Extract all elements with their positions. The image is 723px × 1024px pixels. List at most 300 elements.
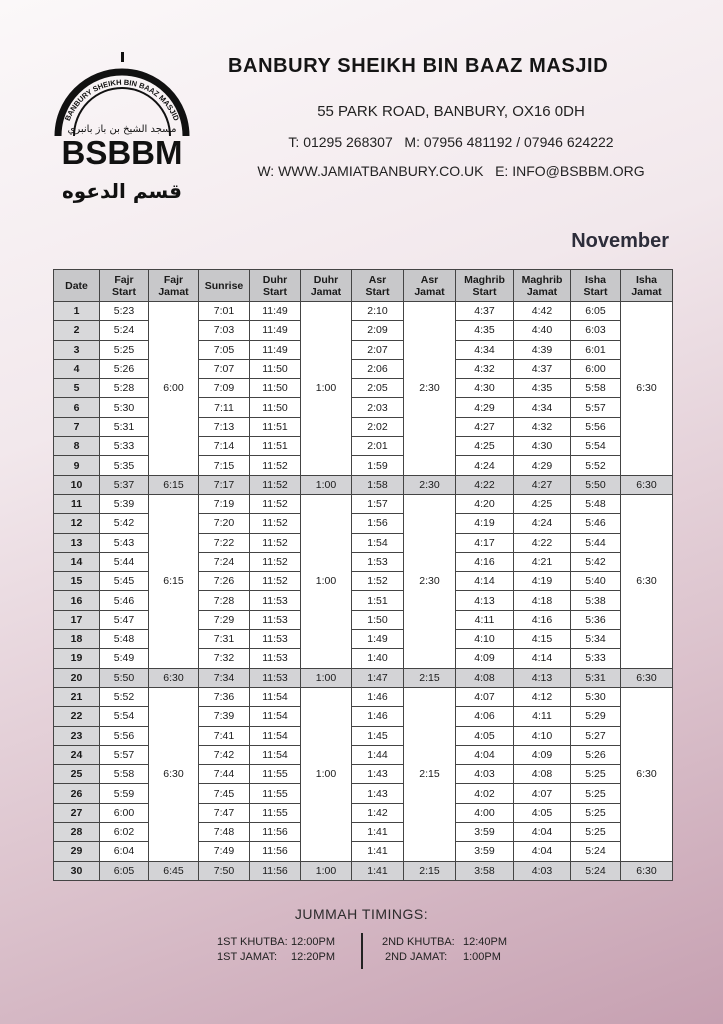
fajr-start-cell: 5:23 bbox=[100, 302, 149, 321]
maghrib-jamat-cell: 4:25 bbox=[514, 494, 571, 513]
duhr-start-cell: 11:49 bbox=[250, 340, 301, 359]
asr-start-cell: 1:56 bbox=[352, 514, 404, 533]
date-cell: 12 bbox=[54, 514, 100, 533]
fajr-jamat-cell: 6:30 bbox=[149, 687, 199, 861]
maghrib-start-cell: 4:32 bbox=[456, 359, 514, 378]
date-cell: 5 bbox=[54, 379, 100, 398]
duhr-start-cell: 11:49 bbox=[250, 321, 301, 340]
date-cell: 25 bbox=[54, 765, 100, 784]
org-name: BANBURY SHEIKH BIN BAAZ MASJID bbox=[228, 55, 609, 77]
asr-start-cell: 1:43 bbox=[352, 765, 404, 784]
duhr-start-cell: 11:50 bbox=[250, 398, 301, 417]
duhr-start-cell: 11:54 bbox=[250, 745, 301, 764]
duhr-start-cell: 11:54 bbox=[250, 687, 301, 706]
duhr-jamat-cell: 1:00 bbox=[301, 668, 352, 687]
maghrib-jamat-cell: 4:04 bbox=[514, 842, 571, 861]
maghrib-start-cell: 4:02 bbox=[456, 784, 514, 803]
fajr-start-cell: 5:46 bbox=[100, 591, 149, 610]
maghrib-jamat-cell: 4:29 bbox=[514, 456, 571, 475]
maghrib-start-cell: 3:59 bbox=[456, 842, 514, 861]
table-row bbox=[54, 630, 673, 649]
maghrib-start-cell: 3:58 bbox=[456, 861, 514, 880]
maghrib-jamat-cell: 4:10 bbox=[514, 726, 571, 745]
sunrise-cell: 7:31 bbox=[199, 630, 250, 649]
asr-start-cell: 2:10 bbox=[352, 302, 404, 321]
date-cell: 17 bbox=[54, 610, 100, 629]
duhr-start-cell: 11:49 bbox=[250, 302, 301, 321]
date-cell: 15 bbox=[54, 572, 100, 591]
table-row bbox=[54, 591, 673, 610]
fajr-start-cell: 5:52 bbox=[100, 687, 149, 706]
column-header bbox=[250, 270, 301, 302]
date-cell: 23 bbox=[54, 726, 100, 745]
maghrib-start-cell: 4:37 bbox=[456, 302, 514, 321]
isha-start-cell: 5:24 bbox=[571, 861, 621, 880]
maghrib-jamat-cell: 4:42 bbox=[514, 302, 571, 321]
fajr-start-cell: 5:42 bbox=[100, 514, 149, 533]
isha-start-cell: 5:27 bbox=[571, 726, 621, 745]
isha-start-cell: 6:03 bbox=[571, 321, 621, 340]
fajr-start-cell: 5:43 bbox=[100, 533, 149, 552]
maghrib-start-cell: 4:34 bbox=[456, 340, 514, 359]
maghrib-start-cell: 4:17 bbox=[456, 533, 514, 552]
maghrib-jamat-cell: 4:12 bbox=[514, 687, 571, 706]
isha-jamat-cell: 6:30 bbox=[621, 861, 673, 880]
column-header bbox=[301, 270, 352, 302]
table-row bbox=[54, 494, 673, 513]
sunrise-cell: 7:32 bbox=[199, 649, 250, 668]
table-row bbox=[54, 726, 673, 745]
sunrise-cell: 7:14 bbox=[199, 437, 250, 456]
maghrib-jamat-cell: 4:24 bbox=[514, 514, 571, 533]
duhr-start-cell: 11:53 bbox=[250, 591, 301, 610]
fajr-start-cell: 6:02 bbox=[100, 823, 149, 842]
column-header-line: Maghrib bbox=[521, 273, 563, 286]
asr-start-cell: 1:58 bbox=[352, 475, 404, 494]
asr-start-cell: 2:07 bbox=[352, 340, 404, 359]
table-body bbox=[54, 302, 673, 881]
fajr-start-cell: 5:58 bbox=[100, 765, 149, 784]
sunrise-cell: 7:07 bbox=[199, 359, 250, 378]
table-row bbox=[54, 398, 673, 417]
asr-start-cell: 1:41 bbox=[352, 842, 404, 861]
table-row bbox=[54, 668, 673, 687]
column-header bbox=[404, 270, 456, 302]
isha-start-cell: 5:25 bbox=[571, 765, 621, 784]
sunrise-cell: 7:15 bbox=[199, 456, 250, 475]
fajr-start-cell: 5:45 bbox=[100, 572, 149, 591]
date-cell: 19 bbox=[54, 649, 100, 668]
jamat1-time: 12:20PM bbox=[291, 951, 336, 963]
date-cell: 18 bbox=[54, 630, 100, 649]
isha-start-cell: 5:44 bbox=[571, 533, 621, 552]
asr-start-cell: 1:46 bbox=[352, 687, 404, 706]
duhr-start-cell: 11:53 bbox=[250, 630, 301, 649]
column-header-line: Isha bbox=[584, 273, 606, 286]
duhr-start-cell: 11:52 bbox=[250, 552, 301, 571]
date-cell: 28 bbox=[54, 823, 100, 842]
maghrib-start-cell: 4:22 bbox=[456, 475, 514, 494]
table-row bbox=[54, 514, 673, 533]
asr-start-cell: 2:05 bbox=[352, 379, 404, 398]
logo-arc-text: BANBURY SHEIKH BIN BAAZ MASJID bbox=[62, 77, 182, 123]
sunrise-cell: 7:42 bbox=[199, 745, 250, 764]
maghrib-start-cell: 4:29 bbox=[456, 398, 514, 417]
isha-start-cell: 6:05 bbox=[571, 302, 621, 321]
maghrib-jamat-cell: 4:14 bbox=[514, 649, 571, 668]
sunrise-cell: 7:13 bbox=[199, 417, 250, 436]
maghrib-start-cell: 4:13 bbox=[456, 591, 514, 610]
sunrise-cell: 7:20 bbox=[199, 514, 250, 533]
fajr-start-cell: 5:56 bbox=[100, 726, 149, 745]
asr-start-cell: 1:41 bbox=[352, 823, 404, 842]
duhr-start-cell: 11:54 bbox=[250, 726, 301, 745]
fajr-start-cell: 5:28 bbox=[100, 379, 149, 398]
sunrise-cell: 7:41 bbox=[199, 726, 250, 745]
asr-start-cell: 1:42 bbox=[352, 803, 404, 822]
maghrib-start-cell: 4:10 bbox=[456, 630, 514, 649]
date-cell: 22 bbox=[54, 707, 100, 726]
maghrib-start-cell: 4:35 bbox=[456, 321, 514, 340]
asr-start-cell: 1:40 bbox=[352, 649, 404, 668]
maghrib-start-cell: 4:03 bbox=[456, 765, 514, 784]
table-row bbox=[54, 745, 673, 764]
asr-start-cell: 2:02 bbox=[352, 417, 404, 436]
table-row bbox=[54, 437, 673, 456]
maghrib-jamat-cell: 4:03 bbox=[514, 861, 571, 880]
date-cell: 27 bbox=[54, 803, 100, 822]
table-row bbox=[54, 533, 673, 552]
duhr-start-cell: 11:56 bbox=[250, 842, 301, 861]
maghrib-jamat-cell: 4:15 bbox=[514, 630, 571, 649]
date-cell: 26 bbox=[54, 784, 100, 803]
date-cell: 30 bbox=[54, 861, 100, 880]
sunrise-cell: 7:45 bbox=[199, 784, 250, 803]
fajr-jamat-cell: 6:15 bbox=[149, 475, 199, 494]
month-title: November bbox=[571, 230, 669, 252]
isha-start-cell: 5:40 bbox=[571, 572, 621, 591]
maghrib-start-cell: 4:05 bbox=[456, 726, 514, 745]
isha-jamat-cell: 6:30 bbox=[621, 494, 673, 668]
maghrib-jamat-cell: 4:18 bbox=[514, 591, 571, 610]
maghrib-jamat-cell: 4:27 bbox=[514, 475, 571, 494]
asr-jamat-cell: 2:15 bbox=[404, 668, 456, 687]
maghrib-start-cell: 4:06 bbox=[456, 707, 514, 726]
logo-arabic-arc: مسجد الشيخ بن باز بانبري bbox=[67, 124, 177, 135]
column-header-line: Start bbox=[263, 285, 287, 298]
table-row bbox=[54, 842, 673, 861]
column-header-line: Date bbox=[65, 279, 88, 292]
maghrib-start-cell: 4:24 bbox=[456, 456, 514, 475]
duhr-start-cell: 11:53 bbox=[250, 610, 301, 629]
duhr-jamat-cell: 1:00 bbox=[301, 302, 352, 476]
maghrib-start-cell: 4:14 bbox=[456, 572, 514, 591]
duhr-start-cell: 11:56 bbox=[250, 861, 301, 880]
sunrise-cell: 7:11 bbox=[199, 398, 250, 417]
isha-start-cell: 5:30 bbox=[571, 687, 621, 706]
date-cell: 13 bbox=[54, 533, 100, 552]
sunrise-cell: 7:22 bbox=[199, 533, 250, 552]
maghrib-start-cell: 4:08 bbox=[456, 668, 514, 687]
table-header-row bbox=[54, 270, 673, 302]
column-header-line: Jamat bbox=[526, 285, 558, 298]
table-row bbox=[54, 823, 673, 842]
table-row bbox=[54, 649, 673, 668]
isha-start-cell: 6:01 bbox=[571, 340, 621, 359]
asr-start-cell: 1:52 bbox=[352, 572, 404, 591]
sunrise-cell: 7:49 bbox=[199, 842, 250, 861]
sunrise-cell: 7:39 bbox=[199, 707, 250, 726]
maghrib-start-cell: 4:09 bbox=[456, 649, 514, 668]
asr-start-cell: 1:51 bbox=[352, 591, 404, 610]
duhr-start-cell: 11:52 bbox=[250, 456, 301, 475]
maghrib-start-cell: 4:27 bbox=[456, 417, 514, 436]
asr-start-cell: 1:41 bbox=[352, 861, 404, 880]
fajr-start-cell: 5:44 bbox=[100, 552, 149, 571]
column-header-line: Maghrib bbox=[464, 273, 505, 286]
date-cell: 9 bbox=[54, 456, 100, 475]
table-row bbox=[54, 359, 673, 378]
address: 55 PARK ROAD, BANBURY, OX16 0DH bbox=[317, 103, 585, 120]
date-cell: 8 bbox=[54, 437, 100, 456]
column-header-line: Jamat bbox=[158, 285, 189, 298]
column-header bbox=[199, 270, 250, 302]
asr-start-cell: 1:49 bbox=[352, 630, 404, 649]
column-header-line: Start bbox=[583, 285, 608, 298]
column-header bbox=[456, 270, 514, 302]
table-row bbox=[54, 379, 673, 398]
table-row bbox=[54, 572, 673, 591]
prayer-timetable bbox=[53, 269, 673, 881]
asr-start-cell: 2:09 bbox=[352, 321, 404, 340]
fajr-start-cell: 5:37 bbox=[100, 475, 149, 494]
jamat1-label: 1ST JAMAT: bbox=[217, 951, 278, 963]
maghrib-jamat-cell: 4:11 bbox=[514, 707, 571, 726]
duhr-start-cell: 11:52 bbox=[250, 475, 301, 494]
isha-start-cell: 5:29 bbox=[571, 707, 621, 726]
date-cell: 14 bbox=[54, 552, 100, 571]
maghrib-jamat-cell: 4:30 bbox=[514, 437, 571, 456]
fajr-start-cell: 5:57 bbox=[100, 745, 149, 764]
date-cell: 29 bbox=[54, 842, 100, 861]
maghrib-jamat-cell: 4:34 bbox=[514, 398, 571, 417]
fajr-start-cell: 5:59 bbox=[100, 784, 149, 803]
fajr-jamat-cell: 6:30 bbox=[149, 668, 199, 687]
maghrib-jamat-cell: 4:21 bbox=[514, 552, 571, 571]
column-header bbox=[149, 270, 199, 302]
logo-graphic bbox=[52, 30, 192, 205]
fajr-start-cell: 5:33 bbox=[100, 437, 149, 456]
date-cell: 3 bbox=[54, 340, 100, 359]
duhr-start-cell: 11:50 bbox=[250, 359, 301, 378]
maghrib-start-cell: 4:07 bbox=[456, 687, 514, 706]
table-row bbox=[54, 340, 673, 359]
isha-start-cell: 5:56 bbox=[571, 417, 621, 436]
column-header-line: Jamat bbox=[414, 285, 445, 298]
maghrib-start-cell: 4:30 bbox=[456, 379, 514, 398]
asr-start-cell: 2:03 bbox=[352, 398, 404, 417]
khutba1-time: 12:00PM bbox=[291, 936, 336, 948]
fajr-start-cell: 5:48 bbox=[100, 630, 149, 649]
maghrib-jamat-cell: 4:04 bbox=[514, 823, 571, 842]
column-header-line: Fajr bbox=[114, 273, 134, 286]
isha-start-cell: 5:25 bbox=[571, 784, 621, 803]
isha-start-cell: 5:50 bbox=[571, 475, 621, 494]
isha-jamat-cell: 6:30 bbox=[621, 687, 673, 861]
sunrise-cell: 7:03 bbox=[199, 321, 250, 340]
table-row bbox=[54, 417, 673, 436]
isha-jamat-cell: 6:30 bbox=[621, 475, 673, 494]
asr-jamat-cell: 2:15 bbox=[404, 861, 456, 880]
duhr-start-cell: 11:52 bbox=[250, 533, 301, 552]
duhr-jamat-cell: 1:00 bbox=[301, 861, 352, 880]
date-cell: 11 bbox=[54, 494, 100, 513]
table-row bbox=[54, 687, 673, 706]
table-row bbox=[54, 861, 673, 880]
date-cell: 6 bbox=[54, 398, 100, 417]
isha-start-cell: 5:57 bbox=[571, 398, 621, 417]
isha-start-cell: 6:00 bbox=[571, 359, 621, 378]
duhr-jamat-cell: 1:00 bbox=[301, 494, 352, 668]
table-row bbox=[54, 610, 673, 629]
fajr-start-cell: 5:35 bbox=[100, 456, 149, 475]
logo-acronym: BSBBM bbox=[61, 134, 183, 171]
table-row bbox=[54, 475, 673, 494]
date-cell: 2 bbox=[54, 321, 100, 340]
isha-start-cell: 5:31 bbox=[571, 668, 621, 687]
asr-jamat-cell: 2:30 bbox=[404, 494, 456, 668]
duhr-start-cell: 11:52 bbox=[250, 572, 301, 591]
fajr-start-cell: 5:54 bbox=[100, 707, 149, 726]
column-header bbox=[352, 270, 404, 302]
table-row bbox=[54, 321, 673, 340]
asr-start-cell: 1:44 bbox=[352, 745, 404, 764]
asr-start-cell: 1:45 bbox=[352, 726, 404, 745]
sunrise-cell: 7:48 bbox=[199, 823, 250, 842]
column-header-line: Start bbox=[365, 285, 390, 298]
sunrise-cell: 7:28 bbox=[199, 591, 250, 610]
jamat2-time: 1:00PM bbox=[463, 951, 501, 963]
date-cell: 1 bbox=[54, 302, 100, 321]
duhr-start-cell: 11:51 bbox=[250, 417, 301, 436]
duhr-start-cell: 11:51 bbox=[250, 437, 301, 456]
maghrib-jamat-cell: 4:05 bbox=[514, 803, 571, 822]
jummah-title: JUMMAH TIMINGS: bbox=[294, 906, 429, 922]
logo-arabic-sub: قسم الدعوه bbox=[61, 179, 183, 203]
fajr-start-cell: 5:50 bbox=[100, 668, 149, 687]
asr-start-cell: 2:06 bbox=[352, 359, 404, 378]
date-cell: 20 bbox=[54, 668, 100, 687]
isha-start-cell: 5:36 bbox=[571, 610, 621, 629]
asr-jamat-cell: 2:30 bbox=[404, 302, 456, 476]
maghrib-start-cell: 4:25 bbox=[456, 437, 514, 456]
sunrise-cell: 7:01 bbox=[199, 302, 250, 321]
maghrib-jamat-cell: 4:07 bbox=[514, 784, 571, 803]
asr-start-cell: 1:43 bbox=[352, 784, 404, 803]
date-cell: 21 bbox=[54, 687, 100, 706]
isha-start-cell: 5:38 bbox=[571, 591, 621, 610]
sunrise-cell: 7:19 bbox=[199, 494, 250, 513]
column-header-line: Start bbox=[112, 285, 136, 298]
duhr-jamat-cell: 1:00 bbox=[301, 687, 352, 861]
isha-jamat-cell: 6:30 bbox=[621, 668, 673, 687]
isha-jamat-cell: 6:30 bbox=[621, 302, 673, 476]
duhr-start-cell: 11:55 bbox=[250, 803, 301, 822]
table-row bbox=[54, 784, 673, 803]
column-header-line: Duhr bbox=[262, 273, 288, 286]
maghrib-jamat-cell: 4:19 bbox=[514, 572, 571, 591]
column-header-line: Fajr bbox=[163, 273, 184, 286]
sunrise-cell: 7:50 bbox=[199, 861, 250, 880]
maghrib-jamat-cell: 4:13 bbox=[514, 668, 571, 687]
asr-start-cell: 1:57 bbox=[352, 494, 404, 513]
isha-start-cell: 5:25 bbox=[571, 803, 621, 822]
web-email: W: WWW.JAMIATBANBURY.CO.UK E: INFO@BSBBM.ORG bbox=[257, 163, 645, 179]
maghrib-jamat-cell: 4:32 bbox=[514, 417, 571, 436]
isha-start-cell: 5:42 bbox=[571, 552, 621, 571]
column-header-line: Asr bbox=[368, 273, 387, 286]
date-cell: 24 bbox=[54, 745, 100, 764]
phone-numbers: T: 01295 268307 M: 07956 481192 / 07946 624222 bbox=[288, 134, 614, 150]
date-cell: 16 bbox=[54, 591, 100, 610]
isha-start-cell: 5:46 bbox=[571, 514, 621, 533]
masjid-logo bbox=[52, 30, 192, 205]
khutba2-label: 2ND KHUTBA: bbox=[382, 936, 455, 948]
sunrise-cell: 7:26 bbox=[199, 572, 250, 591]
fajr-start-cell: 5:26 bbox=[100, 359, 149, 378]
asr-start-cell: 1:54 bbox=[352, 533, 404, 552]
sunrise-cell: 7:47 bbox=[199, 803, 250, 822]
isha-start-cell: 5:48 bbox=[571, 494, 621, 513]
maghrib-start-cell: 4:16 bbox=[456, 552, 514, 571]
column-header-line: Asr bbox=[420, 273, 439, 286]
isha-start-cell: 5:24 bbox=[571, 842, 621, 861]
asr-jamat-cell: 2:15 bbox=[404, 687, 456, 861]
sunrise-cell: 7:44 bbox=[199, 765, 250, 784]
sunrise-cell: 7:34 bbox=[199, 668, 250, 687]
crescent-icon bbox=[108, 38, 138, 53]
fajr-jamat-cell: 6:15 bbox=[149, 494, 199, 668]
asr-start-cell: 1:50 bbox=[352, 610, 404, 629]
date-cell: 7 bbox=[54, 417, 100, 436]
maghrib-jamat-cell: 4:22 bbox=[514, 533, 571, 552]
duhr-start-cell: 11:52 bbox=[250, 494, 301, 513]
table-row bbox=[54, 552, 673, 571]
isha-start-cell: 5:54 bbox=[571, 437, 621, 456]
asr-start-cell: 1:59 bbox=[352, 456, 404, 475]
column-header bbox=[514, 270, 571, 302]
date-cell: 4 bbox=[54, 359, 100, 378]
isha-start-cell: 5:34 bbox=[571, 630, 621, 649]
column-header-line: Sunrise bbox=[204, 279, 244, 292]
maghrib-start-cell: 4:11 bbox=[456, 610, 514, 629]
duhr-start-cell: 11:53 bbox=[250, 668, 301, 687]
fajr-start-cell: 5:47 bbox=[100, 610, 149, 629]
isha-start-cell: 5:33 bbox=[571, 649, 621, 668]
date-cell: 10 bbox=[54, 475, 100, 494]
fajr-start-cell: 5:31 bbox=[100, 417, 149, 436]
fajr-start-cell: 5:25 bbox=[100, 340, 149, 359]
asr-start-cell: 1:53 bbox=[352, 552, 404, 571]
fajr-start-cell: 5:30 bbox=[100, 398, 149, 417]
sunrise-cell: 7:29 bbox=[199, 610, 250, 629]
maghrib-start-cell: 4:04 bbox=[456, 745, 514, 764]
sunrise-cell: 7:05 bbox=[199, 340, 250, 359]
isha-start-cell: 5:25 bbox=[571, 823, 621, 842]
maghrib-jamat-cell: 4:35 bbox=[514, 379, 571, 398]
jamat2-label: 2ND JAMAT: bbox=[385, 951, 448, 963]
table-row bbox=[54, 765, 673, 784]
